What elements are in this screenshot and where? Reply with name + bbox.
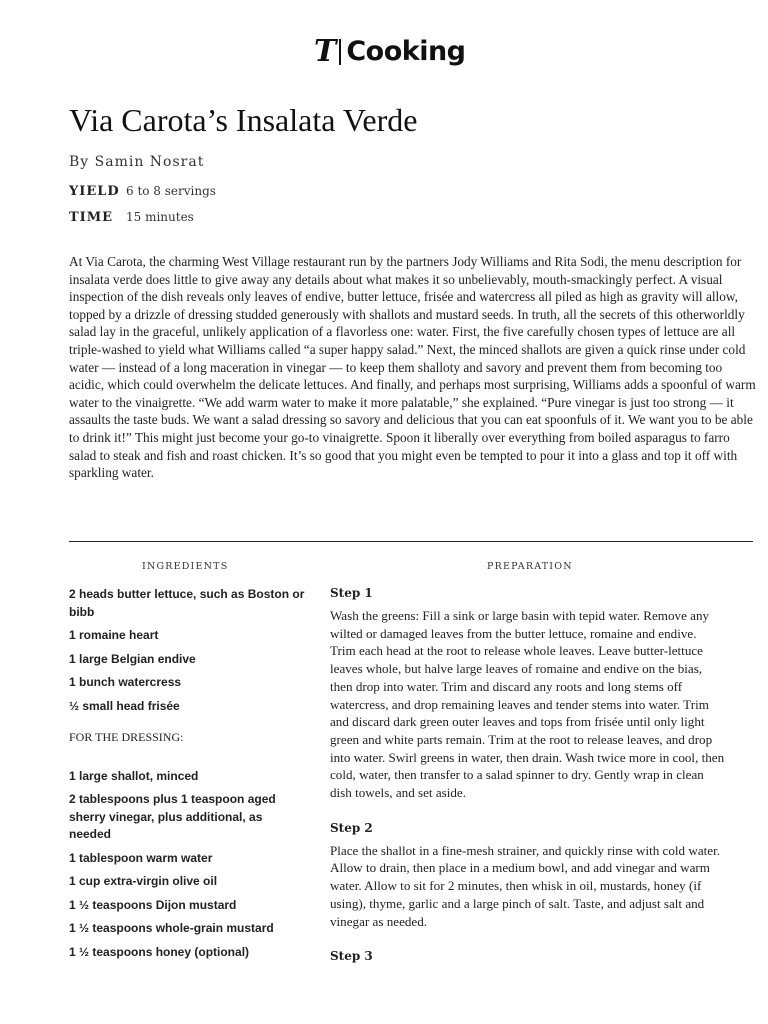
- ingredients-list: [69, 586, 307, 961]
- time-value: 15 minutes: [126, 210, 194, 224]
- dressing-ingredient-item: 1 cup extra-virgin olive oil: [69, 874, 218, 888]
- step-title: Step 2: [330, 820, 373, 835]
- preparation-heading: PREPARATION: [487, 561, 573, 572]
- nyt-t-logo-mark: T: [314, 34, 337, 69]
- recipe-byline: By Samin Nosrat: [69, 154, 205, 170]
- ingredient-item: 1 romaine heart: [69, 628, 159, 642]
- dressing-ingredient-item: 1 ½ teaspoons Dijon mustard: [69, 897, 237, 912]
- time-row: [69, 210, 194, 225]
- cooking-wordmark: Cooking: [346, 36, 466, 67]
- recipe-title: Via Carota’s Insalata Verde: [69, 102, 418, 138]
- dressing-ingredient-item: 1 ½ teaspoons whole-grain mustard: [69, 921, 274, 935]
- logo-divider: [339, 39, 341, 65]
- ingredient-item: 1 bunch watercress: [69, 675, 182, 689]
- section-divider: [69, 541, 753, 542]
- dressing-ingredient-item: 1 ½ teaspoons honey (optional): [69, 944, 250, 959]
- dressing-ingredient-item: 2 tablespoons plus 1 teaspoon aged sherry vinegar, plus additional, as needed: [69, 792, 276, 841]
- preparation-steps: [330, 583, 725, 966]
- ingredient-item: ½ small head frisée: [69, 698, 180, 713]
- step-text: Place the shallot in a fine-mesh strainer, and quickly rinse with cold water. Allow to drain, then place in a medium bowl, and add vinegar and warm water. Allow to sit for 2 minutes, then whisk in oil, mustards, honey (if using), thyme, garlic and a large pinch of salt. Taste, and adjust salt and vinegar as needed.: [330, 842, 720, 929]
- ingredient-item: 1 large Belgian endive: [69, 651, 196, 666]
- step-title: Step 3: [330, 949, 373, 964]
- nyt-cooking-logo[interactable]: [314, 30, 466, 74]
- ingredients-heading: INGREDIENTS: [142, 561, 229, 572]
- time-label: TIME: [69, 210, 114, 225]
- step-text: Wash the greens: Fill a sink or large basin with tepid water. Remove any wilted or damaged leaves from the butter lettuce, romaine and endive. Trim each head at the root to release whole leaves. Leave butter-lettuce leaves whole, but halve large leaves of romaine and endive on the bias, then drop into water. Trim and discard any roots and long stems off watercress, and drop remaining leaves and tender stems into water. Trim and discard dark green outer leaves and tops from frisée until only light green and white parts remain. Trim at the root to release leaves, and drop into water. Swirl greens in water, then drain. Wash twice more in cool, then cold, water, then transfer to a salad spinner to dry. Gently wrap in clean dish towels, and set aside.: [330, 608, 725, 801]
- dressing-ingredient-item: 1 tablespoon warm water: [69, 850, 213, 865]
- step-title: Step 1: [330, 586, 373, 600]
- dressing-subheading: FOR THE DRESSING:: [69, 730, 184, 744]
- ingredient-item: 2 heads butter lettuce, such as Boston or bibb: [69, 587, 305, 619]
- dressing-ingredient-item: 1 large shallot, minced: [69, 768, 199, 783]
- yield-value: 6 to 8 servings: [126, 184, 216, 198]
- yield-label: YIELD: [69, 184, 120, 199]
- yield-row: [69, 184, 216, 199]
- recipe-intro: At Via Carota, the charming West Village restaurant run by the partners Jody Williams and Rita Sodi, the menu description for insalata verde does little to give away any details about what makes it so unbelievably, mouth-smackingly perfect. A visual inspection of the dish reveals only leaves of endive, butter lettuce, frisée and watercress all piled as high as gravity will allow, topped by a drizzle of dressing studded generously with shallots and mustard seeds. In truth, all the secrets of this otherworldly salad lay in the graceful, unlikely application of a flavorless one: water. First, the five carefully chosen types of lettuce are all triple-washed to yield what Williams called “a super happy salad.” Next, the minced shallots are given a quick rinse under cold water — instead of a long maceration in vinegar — to keep them shalloty and savory and prevent them from becoming too acidic, which could overwhelm the delicate lettuces. And finally, and perhaps most surprising, Williams adds a spoonful of warm water to the vinaigrette. “We add warm water to make it more palatable,” she explained. “Pure vinegar is just too strong — it assaults the taste buds. We want a salad dressing so savory and delicious that you can eat spoonfuls of it. We want you to be able to drink it!” This might just become your go-to vinaigrette. Spoon it liberally over everything from boiled asparagus to farro salad to steak and fish and roast chicken. It’s so good that you might even be tempted to pour it into a glass and top it off with sparkling water.: [69, 254, 756, 481]
